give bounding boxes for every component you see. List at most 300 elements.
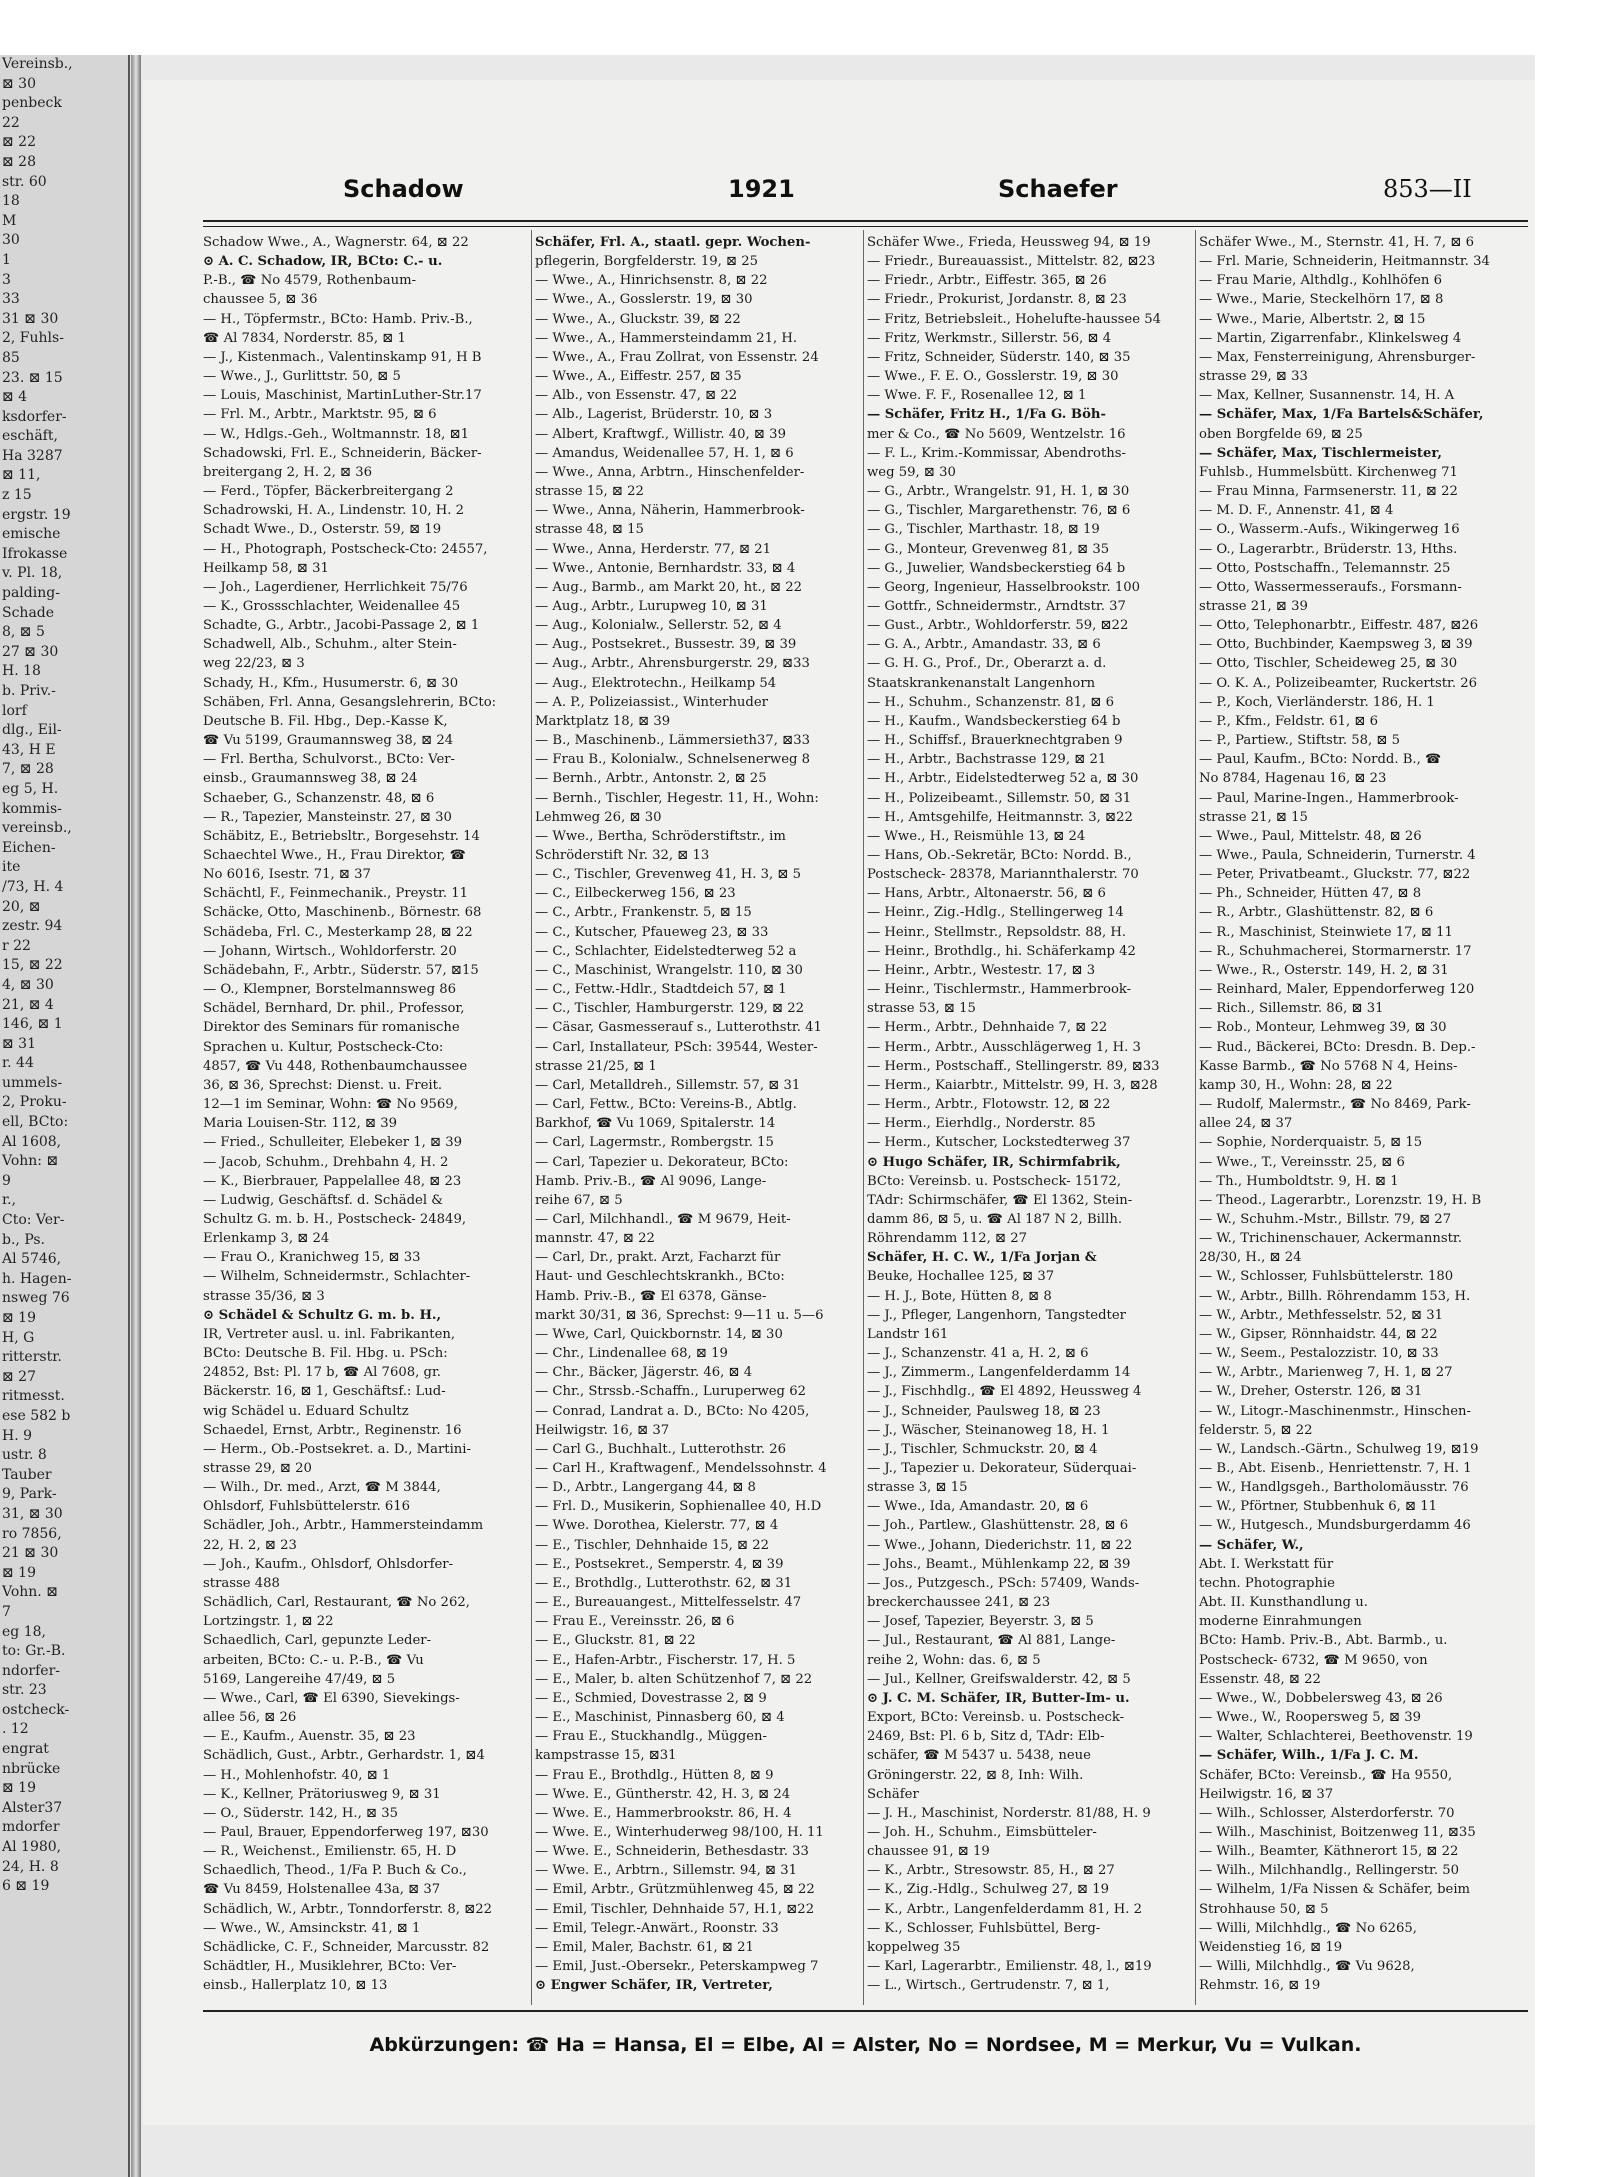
directory-entry-line: — Frau E., Brothdlg., Hütten 8, ⊠ 9 — [535, 1767, 774, 1783]
directory-entry-line: 4857, ☎ Vu 448, Rothenbaumchaussee — [203, 1058, 468, 1074]
facing-page-line: 30 — [2, 232, 20, 249]
directory-entry-line: — H., Arbtr., Bachstrasse 129, ⊠ 21 — [867, 752, 1107, 768]
facing-page-line: eg 18, — [2, 1623, 46, 1640]
directory-entry-line: — Karl, Lagerarbtr., Emilienstr. 48, l., ⊠19 — [867, 1959, 1152, 1975]
directory-entry-line: — Joh. H., Schuhm., Eimsbütteler- — [867, 1824, 1097, 1840]
directory-entry-line: Gröningerstr. 22, ⊠ 8, Inh: Wilh. — [867, 1767, 1084, 1783]
directory-entry-line: — Schäfer, Fritz H., 1/Fa G. Böh- — [867, 407, 1106, 423]
directory-entry-line: — W., Schuhm.-Mstr., Billstr. 79, ⊠ 27 — [1199, 1211, 1452, 1227]
directory-entry-line: — C., Arbtr., Frankenstr. 5, ⊠ 15 — [535, 905, 752, 921]
directory-entry-line: — Heinr., Arbtr., Westestr. 17, ⊠ 3 — [867, 962, 1096, 978]
facing-page-line: zestr. 94 — [2, 918, 63, 935]
directory-entry-line: — Wwe. F. F., Rosenallee 12, ⊠ 1 — [867, 388, 1087, 404]
directory-entry-line: — Wwe., Marie, Steckelhörn 17, ⊠ 8 — [1199, 292, 1444, 308]
directory-entry-line: Maria Louisen-Str. 112, ⊠ 39 — [203, 1116, 398, 1132]
header-right-word: Schaefer — [998, 175, 1118, 203]
directory-entry-line: — Wilh., Maschinist, Boitzenweg 11, ⊠35 — [1199, 1824, 1476, 1840]
directory-entry-line: — E., Brothdlg., Lutterothstr. 62, ⊠ 31 — [535, 1575, 793, 1591]
directory-entry-line: strasse 3, ⊠ 15 — [867, 1480, 968, 1496]
directory-entry-line: ⊙ Hugo Schäfer, IR, Schirmfabrik, — [867, 1154, 1121, 1170]
directory-entry-line: Schadte, G., Arbtr., Jacobi-Passage 2, ⊠ 1 — [203, 618, 480, 634]
directory-entry-line: Ohlsdorf, Fuhlsbüttelerstr. 616 — [203, 1499, 411, 1515]
directory-entry-line: — Otto, Tischler, Scheideweg 25, ⊠ 30 — [1199, 656, 1458, 672]
facing-page-line: kommis- — [2, 800, 62, 817]
directory-entry-line: allee 24, ⊠ 37 — [1199, 1116, 1293, 1132]
header-rule — [203, 220, 1528, 222]
facing-page-line: H. 18 — [2, 663, 41, 680]
facing-page-line: Al 1980, — [2, 1839, 62, 1856]
directory-entry-line: strasse 21/25, ⊠ 1 — [535, 1058, 657, 1074]
directory-entry-line: — Wwe. E., Güntherstr. 42, H. 3, ⊠ 24 — [535, 1786, 791, 1802]
directory-entry-line: — Rud., Bäckerei, BCto: Dresdn. B. Dep.- — [1199, 1039, 1476, 1055]
directory-entry-line: — W., Arbtr., Billh. Röhrendamm 153, H. — [1199, 1288, 1471, 1304]
directory-entry-line: — G., Tischler, Marthastr. 18, ⊠ 19 — [867, 522, 1100, 538]
directory-entry-line: 12—1 im Seminar, Wohn: ☎ No 9569, — [203, 1097, 458, 1113]
directory-entry-line: — Walter, Schlachterei, Beethovenstr. 19 — [1199, 1729, 1473, 1745]
facing-page-line: 8, ⊠ 5 — [2, 624, 45, 641]
directory-entry-line: — Schäfer, Max, Tischlermeister, — [1199, 445, 1442, 461]
directory-entry-line: — Herm., Arbtr., Dehnhaide 7, ⊠ 22 — [867, 1020, 1108, 1036]
directory-entry-line: — E., Bureauangest., Mittelfesselstr. 47 — [535, 1595, 802, 1611]
directory-entry-line: — Wwe., W., Amsinckstr. 41, ⊠ 1 — [203, 1920, 421, 1936]
directory-entry-line: — E., Tischler, Dehnhaide 15, ⊠ 22 — [535, 1537, 770, 1553]
directory-entry-line: — Fritz, Werkmstr., Sillerstr. 56, ⊠ 4 — [867, 330, 1112, 346]
directory-entry-line: — Carl H., Kraftwagenf., Mendelssohnstr. 4 — [535, 1461, 827, 1476]
facing-page-line: h. Hagen- — [2, 1270, 72, 1287]
facing-page-line: Vereinsb., — [2, 56, 73, 72]
facing-page-line: Vohn. ⊠ — [2, 1584, 58, 1601]
directory-entry-line: Essenstr. 48, ⊠ 22 — [1199, 1671, 1321, 1687]
directory-entry-line: Schaechtel Wwe., H., Frau Direktor, ☎ — [203, 848, 467, 863]
facing-page-line: ⊠ 19 — [2, 1780, 36, 1797]
directory-entry-line: felderstr. 5, ⊠ 22 — [1199, 1422, 1313, 1438]
directory-entry-line: wig Schädel u. Eduard Schultz — [203, 1403, 409, 1419]
directory-entry-line: — Herm., Arbtr., Ausschlägerweg 1, H. 3 — [867, 1039, 1141, 1055]
facing-page-line: 24, H. 8 — [2, 1858, 59, 1875]
directory-entry-line: — K., Arbtr., Stresowstr. 85, H., ⊠ 27 — [867, 1863, 1115, 1879]
directory-entry-line: — J., Fischhdlg., ☎ El 4892, Heussweg 4 — [867, 1384, 1142, 1400]
directory-entry-line: BCto: Vereinsb. u. Postscheck- 15172, — [867, 1173, 1122, 1189]
facing-page-line: str. 60 — [2, 173, 47, 190]
page-header — [143, 175, 1535, 215]
directory-entry-line: — Wwe., Paula, Schneiderin, Turnerstr. 4 — [1199, 848, 1476, 863]
directory-entry-line: — J., Tapezier u. Dekorateur, Süderquai- — [867, 1461, 1137, 1476]
directory-entry-line: 22, H. 2, ⊠ 23 — [203, 1537, 297, 1553]
directory-entry-line: — H., Arbtr., Eidelstedterweg 52 a, ⊠ 30 — [867, 771, 1139, 787]
directory-entry-line: — Th., Humboldtstr. 9, H. ⊠ 1 — [1199, 1173, 1399, 1189]
facing-page-line: ⊠ 4 — [2, 389, 28, 406]
facing-page-line: r., — [2, 1192, 17, 1209]
directory-entry-line: chaussee 91, ⊠ 19 — [867, 1844, 990, 1860]
directory-entry-line: — G. H. G., Prof., Dr., Oberarzt a. d. — [867, 656, 1107, 672]
directory-entry-line: — H., Mohlenhofstr. 40, ⊠ 1 — [203, 1767, 391, 1783]
header-rule-thin — [203, 226, 1528, 227]
directory-entry-line: Haut- und Geschlechtskrankh., BCto: — [535, 1269, 785, 1285]
facing-page-line: Cto: Ver- — [2, 1212, 65, 1229]
directory-entry-line: — Friedr., Prokurist, Jordanstr. 8, ⊠ 23 — [867, 292, 1127, 308]
directory-entry-line: — K., Arbtr., Langenfelderdamm 81, H. 2 — [867, 1901, 1143, 1917]
directory-entry-line: — Alb., Lagerist, Brüderstr. 10, ⊠ 3 — [535, 407, 773, 423]
facing-page-line: eschäft, — [2, 428, 58, 445]
directory-entry-line: Strohhause 50, ⊠ 5 — [1199, 1901, 1329, 1917]
directory-entry-line: allee 56, ⊠ 26 — [203, 1710, 297, 1726]
directory-entry-line: — Joh., Partlew., Glashüttenstr. 28, ⊠ 6 — [867, 1518, 1129, 1534]
directory-entry-line: — Frl. M., Arbtr., Marktstr. 95, ⊠ 6 — [203, 407, 437, 423]
directory-entry-line: koppelweg 35 — [867, 1939, 961, 1955]
facing-page-line: M — [2, 212, 17, 229]
facing-page-line: 4, ⊠ 30 — [2, 976, 54, 993]
facing-page-line: lorf — [2, 702, 27, 719]
facing-page-line: 85 — [2, 349, 20, 366]
facing-page-line: z 15 — [2, 487, 32, 504]
facing-page-line: 22 — [2, 114, 20, 131]
facing-page-line: ummels- — [2, 1074, 63, 1091]
directory-entry-line: 5169, Langereihe 47/49, ⊠ 5 — [203, 1671, 396, 1687]
facing-page-line: 7 — [2, 1603, 11, 1620]
directory-entry-line: — Wwe., Carl, ☎ El 6390, Sievekings- — [203, 1690, 460, 1706]
directory-entry-line: kampstrasse 15, ⊠31 — [535, 1748, 677, 1764]
facing-page-line: emische — [2, 526, 61, 543]
directory-entry-line: — D., Arbtr., Langergang 44, ⊠ 8 — [535, 1480, 756, 1496]
facing-page-line: 31, ⊠ 30 — [2, 1505, 63, 1522]
column-divider — [531, 230, 532, 2005]
facing-page-line: 9, Park- — [2, 1486, 57, 1503]
facing-page-line: ritterstr. — [2, 1349, 62, 1366]
directory-entry-line: — W., Arbtr., Marienweg 7, H. 1, ⊠ 27 — [1199, 1365, 1453, 1381]
facing-page-line: Ifrokasse — [2, 545, 68, 562]
directory-entry-line: — Wwe., F. E. O., Gosslerstr. 19, ⊠ 30 — [867, 369, 1119, 385]
directory-entry-line: — Friedr., Arbtr., Eiffestr. 365, ⊠ 26 — [867, 273, 1107, 289]
directory-entry-line: — E., Maler, b. alten Schützenhof 7, ⊠ 22 — [535, 1671, 813, 1687]
directory-entry-line: Schröderstift Nr. 32, ⊠ 13 — [535, 848, 710, 863]
facing-page-line: Tauber — [2, 1466, 52, 1483]
directory-entry-line: Postscheck- 28378, Mariannthalerstr. 70 — [867, 867, 1139, 883]
directory-entry-line: Schädel, Bernhard, Dr. phil., Professor, — [203, 1001, 465, 1017]
directory-entry-line: — Emil, Just.-Obersekr., Peterskampweg 7 — [535, 1959, 819, 1975]
directory-entry-line: Barkhof, ☎ Vu 1069, Spitalerstr. 14 — [535, 1116, 776, 1132]
directory-entry-line: ☎ Vu 5199, Graumannsweg 38, ⊠ 24 — [203, 733, 454, 749]
facing-page-line: str. 23 — [2, 1682, 47, 1699]
directory-entry-line: — Wilh., Milchhandlg., Rellingerstr. 50 — [1199, 1863, 1460, 1879]
directory-entry-line: — Wwe., A., Frau Zollrat, von Essenstr. 24 — [535, 349, 819, 365]
directory-entry-line: — Peter, Privatbeamt., Gluckstr. 77, ⊠22 — [1199, 867, 1471, 883]
directory-entry-line: — G., Monteur, Grevenweg 81, ⊠ 35 — [867, 541, 1110, 557]
directory-entry-line: — Otto, Buchbinder, Kaempsweg 3, ⊠ 39 — [1199, 637, 1473, 653]
directory-entry-line: weg 59, ⊠ 30 — [867, 464, 956, 480]
directory-entry-line: — Schäfer, W., — [1199, 1537, 1304, 1553]
directory-entry-line: — Sophie, Norderquaistr. 5, ⊠ 15 — [1199, 1135, 1423, 1151]
directory-entry-line: einsb., Graumannsweg 38, ⊠ 24 — [203, 771, 418, 787]
facing-page-line: 6 ⊠ 19 — [2, 1878, 50, 1895]
facing-page-line: 2, Proku- — [2, 1094, 67, 1111]
directory-entry-line: — Carl, Dr., prakt. Arzt, Facharzt für — [535, 1250, 781, 1266]
directory-entry-line: — Herm., Ob.-Postsekret. a. D., Martini- — [203, 1441, 471, 1457]
directory-entry-line: — O., Lagerarbtr., Brüderstr. 13, Hths. — [1199, 541, 1458, 557]
facing-page-line: ese 582 b — [2, 1407, 71, 1424]
column-divider — [1195, 230, 1196, 2005]
directory-entry-line: 36, ⊠ 36, Sprechst: Dienst. u. Freit. — [203, 1077, 443, 1093]
facing-page-line: ustr. 8 — [2, 1447, 47, 1464]
directory-entry-line: — Jacob, Schuhm., Drehbahn 4, H. 2 — [203, 1154, 449, 1170]
directory-entry-line: — Bernh., Tischler, Hegestr. 11, H., Wohn: — [535, 790, 819, 806]
abbreviations-footer: Abkürzungen: ☎ Ha = Hansa, El = Elbe, Al = Alster, No = Nordsee, M = Merkur, Vu = Vulkan. — [369, 2034, 1362, 2056]
directory-entry-line: — O. K. A., Polizeibeamter, Ruckertstr. 26 — [1199, 675, 1478, 691]
directory-entry-line: Weidenstieg 16, ⊠ 19 — [1199, 1939, 1343, 1955]
facing-page-line: ⊠ 28 — [2, 153, 36, 170]
facing-page-line: ite — [2, 859, 21, 876]
directory-entry-line: — Herm., Kutscher, Lockstedterweg 37 — [867, 1135, 1131, 1151]
directory-entry-line: — H., Photograph, Postscheck-Cto: 24557, — [203, 541, 488, 557]
facing-page-line: 146, ⊠ 1 — [2, 1016, 63, 1033]
directory-entry-line: — L., Wirtsch., Gertrudenstr. 7, ⊠ 1, — [867, 1978, 1110, 1994]
directory-entry-line: — J., Zimmerm., Langenfelderdamm 14 — [867, 1365, 1131, 1381]
directory-entry-line: Schäfer Wwe., Frieda, Heussweg 94, ⊠ 19 — [867, 235, 1151, 250]
directory-entry-line: strasse 29, ⊠ 33 — [1199, 369, 1308, 385]
directory-entry-line: — Wwe., H., Reismühle 13, ⊠ 24 — [867, 828, 1086, 844]
facing-page-line: b., Ps. — [2, 1231, 45, 1248]
directory-entry-line: Schäben, Frl. Anna, Gesangslehrerin, BCto: — [203, 694, 497, 710]
directory-entry-line: — O., Wasserm.-Aufs., Wikingerweg 16 — [1199, 522, 1460, 538]
directory-entry-line: Rehmstr. 16, ⊠ 19 — [1199, 1978, 1321, 1994]
directory-entry-line: — Conrad, Landrat a. D., BCto: No 4205, — [535, 1403, 810, 1419]
directory-entry-line: — Wilhelm, 1/Fa Nissen & Schäfer, beim — [1199, 1882, 1471, 1898]
directory-entry-line: — Carl, Metalldreh., Sillemstr. 57, ⊠ 31 — [535, 1077, 801, 1093]
directory-entry-line — [867, 1995, 1182, 1998]
directory-entry-line: — E., Postsekret., Semperstr. 4, ⊠ 39 — [535, 1556, 784, 1572]
directory-entry-line: — B., Maschinenb., Lämmersieth37, ⊠33 — [535, 733, 810, 749]
directory-entry-line: Schaeber, G., Schanzenstr. 48, ⊠ 6 — [203, 790, 435, 806]
directory-entry-line: — C., Tischler, Hamburgerstr. 129, ⊠ 22 — [535, 1001, 805, 1017]
directory-entry-line: Schäfer, BCto: Vereinsb., ☎ Ha 9550, — [1199, 1767, 1453, 1783]
directory-entry-line: Schaedel, Ernst, Arbtr., Reginenstr. 16 — [203, 1422, 462, 1438]
directory-entry-line: — Theod., Lagerarbtr., Lorenzstr. 19, H. B — [1199, 1192, 1482, 1208]
directory-entry-line: — Emil, Telegr.-Anwärt., Roonstr. 33 — [535, 1920, 779, 1936]
facing-page-line: 18 — [2, 193, 20, 210]
directory-entry-line: strasse 53, ⊠ 15 — [867, 1001, 976, 1017]
directory-entry-line: Röhrendamm 112, ⊠ 27 — [867, 1231, 1028, 1247]
directory-entry-line: — Carl, Fettw., BCto: Vereins-B., Abtlg. — [535, 1097, 797, 1113]
directory-entry-line: — C., Tischler, Grevenweg 41, H. 3, ⊠ 5 — [535, 867, 802, 883]
directory-entry-line: — Rob., Monteur, Lehmweg 39, ⊠ 30 — [1199, 1020, 1447, 1036]
directory-entry-line: Lortzingstr. 1, ⊠ 22 — [203, 1614, 334, 1630]
directory-entry-line: Schädeba, Frl. C., Mesterkamp 28, ⊠ 22 — [203, 924, 473, 940]
directory-entry-line: — Wwe., A., Gosslerstr. 19, ⊠ 30 — [535, 292, 753, 308]
directory-entry-line: Bäckerstr. 16, ⊠ 1, Geschäftsf.: Lud- — [203, 1384, 446, 1400]
facing-page-line: vereinsb., — [2, 820, 72, 837]
facing-page-line: to: Gr.-B. — [2, 1643, 66, 1660]
directory-entry-line: — Willi, Milchhdlg., ☎ No 6265, — [1199, 1920, 1417, 1936]
directory-entry-line: — H. J., Bote, Hütten 8, ⊠ 8 — [867, 1288, 1052, 1304]
directory-entry-line: — R., Schuhmacherei, Stormarnerstr. 17 — [1199, 943, 1472, 959]
directory-entry-line: reihe 2, Wohn: das. 6, ⊠ 5 — [867, 1652, 1041, 1668]
facing-page-text — [0, 55, 128, 1897]
directory-entry-line: — W., Gipser, Rönnhaidstr. 44, ⊠ 22 — [1199, 1326, 1438, 1342]
directory-entry-line: — W., Schlosser, Fuhlsbüttelerstr. 180 — [1199, 1269, 1454, 1285]
directory-entry-line: — Frau Marie, Althdlg., Kohlhöfen 6 — [1199, 273, 1443, 289]
directory-entry-line: — K., Kellner, Prätoriusweg 9, ⊠ 31 — [203, 1786, 441, 1802]
directory-entry-line: — O., Süderstr. 142, H., ⊠ 35 — [203, 1805, 399, 1821]
directory-entry-line: — Friedr., Bureauassist., Mittelstr. 82, ⊠23 — [867, 254, 1156, 270]
directory-entry-line: — Wwe., Paul, Mittelstr. 48, ⊠ 26 — [1199, 828, 1422, 844]
facing-page-line: r. 44 — [2, 1055, 34, 1072]
directory-entry-line: ☎ Vu 8459, Holstenallee 43a, ⊠ 37 — [203, 1882, 441, 1898]
directory-entry-line: Schädlich, W., Arbtr., Tonndorferstr. 8, ⊠22 — [203, 1901, 493, 1917]
directory-entry-line: Schäfer, H. C. W., 1/Fa Jorjan & — [867, 1250, 1097, 1266]
directory-entry-line: — J., Schneider, Paulsweg 18, ⊠ 23 — [867, 1403, 1101, 1419]
directory-entry-line: — Aug., Arbtr., Lurupweg 10, ⊠ 31 — [535, 598, 768, 614]
directory-entry-line: Schadow Wwe., A., Wagnerstr. 64, ⊠ 22 — [203, 235, 469, 250]
directory-entry-line: strasse 488 — [203, 1575, 280, 1591]
facing-page-line: ⊠ 31 — [2, 1035, 36, 1052]
directory-entry-line: — W., Handlgsgeh., Bartholomäusstr. 76 — [1199, 1480, 1469, 1496]
facing-page-line: 9 — [2, 1172, 11, 1189]
directory-entry-line: — Reinhard, Maler, Eppendorferweg 120 — [1199, 982, 1475, 998]
directory-entry-line: — Frau E., Stuckhandlg., Müggen- — [535, 1729, 767, 1745]
facing-page-line: ⊠ 27 — [2, 1368, 36, 1385]
directory-entry-line: BCto: Hamb. Priv.-B., Abt. Barmb., u. — [1199, 1633, 1448, 1649]
directory-entry-line: breitergang 2, H. 2, ⊠ 36 — [203, 464, 373, 480]
directory-entry-line: — Paul, Marine-Ingen., Hammerbrook- — [1199, 790, 1459, 806]
directory-entry-line: strasse 29, ⊠ 20 — [203, 1461, 312, 1476]
directory-entry-line: — Frl. Marie, Schneiderin, Heitmannstr. 34 — [1199, 254, 1490, 270]
directory-entry-line: — Willi, Milchhdlg., ☎ Vu 9628, — [1199, 1959, 1415, 1975]
directory-entry-line: — Herm., Postschaff., Stellingerstr. 89, ⊠33 — [867, 1058, 1160, 1074]
directory-entry-line: strasse 21, ⊠ 39 — [1199, 598, 1308, 614]
directory-entry-line: — Wwe., T., Vereinsstr. 25, ⊠ 6 — [1199, 1154, 1405, 1170]
directory-entry-line: — R., Weichenst., Emilienstr. 65, H. D — [203, 1844, 457, 1860]
directory-entry-line: — J., Pfleger, Langenhorn, Tangstedter — [867, 1307, 1126, 1323]
directory-entry-line: arbeiten, BCto: C.- u. P.-B., ☎ Vu — [203, 1652, 424, 1668]
directory-entry-line: — Aug., Elektrotechn., Heilkamp 54 — [535, 675, 777, 691]
facing-page-line: engrat — [2, 1741, 49, 1758]
directory-entry-line: Erlenkamp 3, ⊠ 24 — [203, 1231, 330, 1247]
directory-page — [143, 80, 1535, 2125]
directory-entry-line: — Wwe., Johann, Diederichstr. 11, ⊠ 22 — [867, 1537, 1133, 1553]
listing-column-3 — [867, 233, 1182, 1998]
directory-entry-line: — Wwe., A., Eiffestr. 257, ⊠ 35 — [535, 369, 742, 385]
directory-entry-line: — Wwe., Ida, Amandastr. 20, ⊠ 6 — [867, 1499, 1089, 1515]
facing-page-line: 23. ⊠ 15 — [2, 369, 63, 386]
directory-entry-line: Beuke, Hochallee 125, ⊠ 37 — [867, 1269, 1055, 1285]
directory-entry-line: chaussee 5, ⊠ 36 — [203, 292, 318, 308]
directory-entry-line: — Wwe., Bertha, Schröderstiftstr., im — [535, 828, 786, 844]
directory-entry-line: moderne Einrahmungen — [1199, 1614, 1362, 1630]
directory-entry-line: — C., Fettw.-Hdlr., Stadtdeich 57, ⊠ 1 — [535, 982, 787, 998]
directory-entry-line: — Rudolf, Malermstr., ☎ No 8469, Park- — [1199, 1097, 1471, 1113]
directory-entry-line: — J. H., Maschinist, Norderstr. 81/88, H. 9 — [867, 1805, 1151, 1821]
top-margin — [0, 0, 1600, 55]
facing-page-line: ostcheck- — [2, 1701, 70, 1718]
facing-page-line: ⊠ 19 — [2, 1310, 36, 1326]
directory-entry-line: — C., Maschinist, Wrangelstr. 110, ⊠ 30 — [535, 962, 803, 978]
directory-entry-line: — Carl G., Buchhalt., Lutterothstr. 26 — [535, 1441, 786, 1457]
directory-entry-line: — H., Schiffsf., Brauerknechtgraben 9 — [867, 733, 1123, 749]
directory-entry-line: — Wwe., W., Roopersweg 5, ⊠ 39 — [1199, 1710, 1422, 1726]
directory-entry-line: — M. D. F., Annenstr. 41, ⊠ 4 — [1199, 503, 1394, 519]
directory-entry-line: — B., Abt. Eisenb., Henriettenstr. 7, H. 1 — [1199, 1461, 1472, 1476]
facing-page-line: 15, ⊠ 22 — [2, 957, 63, 974]
directory-entry-line: — J., Schanzenstr. 41 a, H. 2, ⊠ 6 — [867, 1346, 1089, 1362]
directory-entry-line: — Wwe. E., Arbtrn., Sillemstr. 94, ⊠ 31 — [535, 1863, 798, 1879]
directory-entry-line: breckerchaussee 241, ⊠ 23 — [867, 1595, 1051, 1611]
directory-entry-line: Schädebahn, F., Arbtr., Süderstr. 57, ⊠15 — [203, 962, 479, 978]
facing-page-line: 3 — [2, 271, 11, 288]
facing-page-line: Eichen- — [2, 839, 56, 856]
directory-entry-line: Staatskrankenanstalt Langenhorn — [867, 675, 1096, 691]
facing-page-line: 20, ⊠ — [2, 898, 41, 915]
facing-page-line: ⊠ 11, — [2, 467, 41, 484]
facing-page-line: Ha 3287 — [2, 447, 63, 464]
directory-entry-line: — W., Hdlgs.-Geh., Woltmannstr. 18, ⊠1 — [203, 426, 470, 442]
header-left-word: Schadow — [343, 175, 464, 203]
directory-entry-line: — Cäsar, Gasmesserauf s., Lutterothstr. 41 — [535, 1020, 822, 1036]
directory-entry-line: — Fried., Schulleiter, Elebeker 1, ⊠ 39 — [203, 1135, 463, 1151]
directory-entry-line: — J., Tischler, Schmuckstr. 20, ⊠ 4 — [867, 1441, 1098, 1457]
directory-entry-line: — O., Klempner, Borstelmannsweg 86 — [203, 982, 457, 998]
directory-entry-line: 24852, Bst: Pl. 17 b, ☎ Al 7608, gr. — [203, 1365, 441, 1381]
directory-entry-line: — Alb., von Essenstr. 47, ⊠ 22 — [535, 388, 738, 404]
facing-page-line: 33 — [2, 291, 20, 308]
directory-entry-line: Schaedlich, Carl, gepunzte Leder- — [203, 1633, 432, 1649]
directory-entry-line: — R., Arbtr., Glashüttenstr. 82, ⊠ 6 — [1199, 905, 1434, 921]
directory-entry-line: — Max, Fensterreinigung, Ahrensburger- — [1199, 349, 1476, 365]
facing-page-line: r 22 — [2, 937, 31, 954]
directory-entry-line: 2469, Bst: Pl. 6 b, Sitz d, TAdr: Elb- — [867, 1729, 1105, 1745]
directory-entry-line: — Frl. D., Musikerin, Sophienallee 40, H.D — [535, 1499, 822, 1515]
directory-entry-line: — Wwe., A., Hinrichsenstr. 8, ⊠ 22 — [535, 273, 768, 289]
facing-page-line: . 12 — [2, 1721, 29, 1738]
directory-entry-line: — Ferd., Töpfer, Bäckerbreitergang 2 — [203, 484, 454, 500]
directory-entry-line: Schäcke, Otto, Maschinenb., Börnestr. 68 — [203, 905, 482, 921]
facing-page-line: dlg., Eil- — [2, 722, 62, 739]
directory-entry-line: Schadowski, Frl. E., Schneiderin, Bäcker- — [203, 445, 482, 461]
directory-entry-line: — P., Koch, Vierländerstr. 186, H. 1 — [1199, 694, 1435, 710]
directory-entry-line: — Wwe. E., Hammerbrookstr. 86, H. 4 — [535, 1805, 792, 1821]
directory-entry-line: — Otto, Telephonarbtr., Eiffestr. 487, ⊠26 — [1199, 618, 1479, 634]
page-number: 853—II — [1383, 175, 1472, 203]
facing-page-line: ergstr. 19 — [2, 506, 71, 523]
directory-entry-line: — E., Kaufm., Auenstr. 35, ⊠ 23 — [203, 1729, 416, 1745]
directory-entry-line: — Gust., Arbtr., Wohldorferstr. 59, ⊠22 — [867, 618, 1129, 634]
right-margin — [1535, 55, 1600, 2177]
facing-page-line: ritmesst. — [2, 1388, 65, 1405]
facing-page-line: mdorfer — [2, 1819, 60, 1836]
directory-entry-line: Schaedlich, Theod., 1/Fa P. Buch & Co., — [203, 1863, 467, 1879]
facing-page-line: v. Pl. 18, — [2, 565, 63, 582]
directory-entry-line: markt 30/31, ⊠ 36, Sprechst: 9—11 u. 5—6 — [535, 1307, 824, 1323]
directory-entry-line: reihe 67, ⊠ 5 — [535, 1192, 623, 1208]
directory-entry-line: strasse 48, ⊠ 15 — [535, 522, 644, 538]
directory-entry-line: Schäfer — [867, 1786, 919, 1802]
directory-entry-line: — Hans, Arbtr., Altonaerstr. 56, ⊠ 6 — [867, 886, 1106, 902]
facing-page-line: nsweg 76 — [2, 1290, 70, 1307]
directory-entry-line: — Herm., Arbtr., Flotowstr. 12, ⊠ 22 — [867, 1097, 1111, 1113]
directory-entry-line: — Joh., Lagerdiener, Herrlichkeit 75/76 — [203, 579, 468, 595]
directory-entry-line: — Josef, Tapezier, Beyerstr. 3, ⊠ 5 — [867, 1614, 1094, 1630]
directory-entry-line: — Herm., Kaiarbtr., Mittelstr. 99, H. 3, ⊠28 — [867, 1077, 1158, 1093]
header-year: 1921 — [728, 175, 795, 203]
directory-entry-line: mer & Co., ☎ No 5609, Wentzelstr. 16 — [867, 426, 1126, 442]
directory-entry-line: — Carl, Lagermstr., Rombergstr. 15 — [535, 1135, 774, 1151]
directory-entry-line: — H., Amtsgehilfe, Heitmannstr. 3, ⊠22 — [867, 809, 1133, 825]
directory-entry-line: — Max, Kellner, Susannenstr. 14, H. A — [1199, 388, 1455, 404]
directory-entry-line: TAdr: Schirmschäfer, ☎ El 1362, Stein- — [867, 1192, 1133, 1208]
facing-page-line: Al 5746, — [2, 1251, 62, 1268]
directory-entry-line: — Fritz, Betriebsleit., Hohelufte-haussee 54 — [867, 311, 1161, 327]
directory-entry-line: — Herm., Eierhdlg., Norderstr. 85 — [867, 1116, 1096, 1132]
directory-entry-line: — Jos., Putzgesch., PSch: 57409, Wands- — [867, 1575, 1140, 1591]
footer-rule — [203, 2010, 1528, 2012]
